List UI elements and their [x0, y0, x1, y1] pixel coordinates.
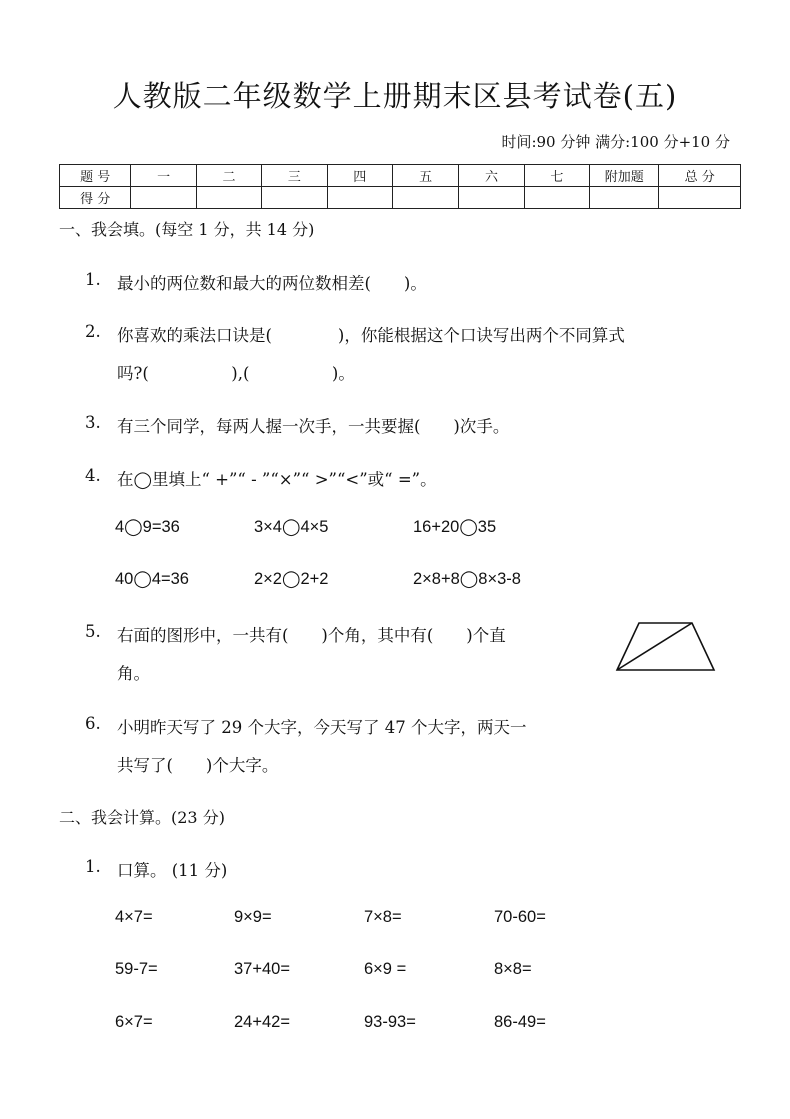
- score-header-cell: 五: [392, 165, 458, 187]
- score-input-cell[interactable]: [327, 187, 392, 209]
- question-text: 有三个同学，每两人握一次手，一共要握( )次手。: [117, 417, 510, 436]
- calc-item: 70-60=: [494, 908, 546, 926]
- score-input-cell[interactable]: [262, 187, 327, 209]
- calc-item: 37+40=: [234, 960, 290, 978]
- compare-item: 2×2◯2+2: [254, 570, 329, 588]
- calc-item: 7×8=: [364, 908, 402, 926]
- question-text: 角。: [117, 664, 150, 683]
- score-row-label: 得 分: [60, 187, 131, 209]
- calc-item: 86-49=: [494, 1013, 546, 1031]
- calc-item: 4×7=: [115, 908, 153, 926]
- compare-item: 4◯9=36: [115, 518, 180, 536]
- calc-item: 6×7=: [115, 1013, 153, 1031]
- calc-item: 24+42=: [234, 1013, 290, 1031]
- question-text: 小明昨天写了 29 个大字，今天写了 47 个大字，两天一: [117, 718, 527, 737]
- score-header-cell: 总 分: [659, 165, 741, 187]
- question-text: 最小的两位数和最大的两位数相差( )。: [117, 274, 427, 293]
- question-number: 4.: [85, 466, 101, 485]
- exam-meta: 时间:90 分钟 满分:100 分+10 分: [501, 133, 730, 151]
- trapezoid-figure: [614, 619, 718, 673]
- question-text: 共写了( )个大字。: [117, 756, 279, 775]
- question-number: 2.: [85, 322, 101, 341]
- score-input-cell[interactable]: [659, 187, 741, 209]
- question-text: 吗?( ),( )。: [117, 364, 355, 383]
- score-table-score-row: [60, 187, 741, 209]
- question-text: 口算。 (11 分): [117, 861, 228, 880]
- score-input-cell[interactable]: [590, 187, 659, 209]
- score-input-cell[interactable]: [131, 187, 196, 209]
- score-header-cell: 题 号: [60, 165, 131, 187]
- score-table-header-row: [60, 165, 741, 187]
- section-heading: 一、我会填。(每空 1 分，共 14 分): [59, 220, 315, 239]
- score-header-cell: 六: [459, 165, 524, 187]
- calc-item: 93-93=: [364, 1013, 416, 1031]
- score-header-cell: 一: [131, 165, 196, 187]
- score-header-cell: 二: [196, 165, 261, 187]
- question-number: 1.: [85, 270, 101, 289]
- question-number: 3.: [85, 413, 101, 432]
- question-text: 右面的图形中，一共有( )个角，其中有( )个直: [117, 626, 506, 645]
- score-input-cell[interactable]: [392, 187, 458, 209]
- question-number: 1.: [85, 857, 101, 876]
- question-text: 你喜欢的乘法口诀是( )，你能根据这个口诀写出两个不同算式: [117, 326, 625, 345]
- score-input-cell[interactable]: [196, 187, 261, 209]
- compare-item: 40◯4=36: [115, 570, 189, 588]
- calc-item: 9×9=: [234, 908, 272, 926]
- score-header-cell: 四: [327, 165, 392, 187]
- score-header-cell: 附加题: [590, 165, 659, 187]
- calc-item: 8×8=: [494, 960, 532, 978]
- section-heading: 二、我会计算。(23 分): [59, 808, 225, 827]
- score-input-cell[interactable]: [459, 187, 524, 209]
- question-text: 在◯里填上“ +”“ - ”“×”“ >”“<”或“ =”。: [117, 470, 437, 489]
- score-input-cell[interactable]: [524, 187, 589, 209]
- question-number: 5.: [85, 622, 101, 641]
- calc-item: 59-7=: [115, 960, 158, 978]
- score-header-cell: 三: [262, 165, 327, 187]
- calc-item: 6×9 =: [364, 960, 407, 978]
- compare-item: 2×8+8◯8×3-8: [413, 570, 521, 588]
- score-header-cell: 七: [524, 165, 589, 187]
- score-table: [59, 164, 741, 209]
- page-title: 人教版二年级数学上册期末区县考试卷(五): [112, 79, 678, 113]
- compare-item: 16+20◯35: [413, 518, 497, 536]
- compare-item: 3×4◯4×5: [254, 518, 329, 536]
- question-number: 6.: [85, 714, 101, 733]
